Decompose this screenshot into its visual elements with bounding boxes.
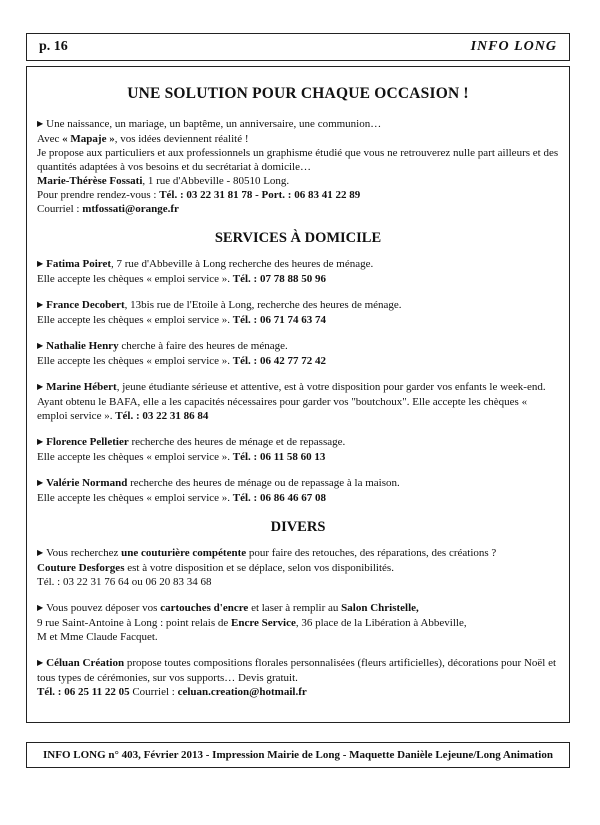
service-item: ▶ France Decobert, 13bis rue de l'Etoile à Long, recherche des heures de ménage. Elle accepte les chèques « emploi service ». Tél. : 06 71 74 63 74 (37, 299, 402, 326)
service-item: ▶ Florence Pelletier recherche des heures de ménage et de repassage. Elle accepte les chèques « emploi service ». Tél. : 06 11 58 60 13 (37, 436, 346, 463)
divers-item-cartouches: ▶ Vous pouvez déposer vos cartouches d'encre et laser à remplir au Salon Christelle, 9 rue Saint-Antoine à Long : point relais de Encre Service, 36 place de la Libération à Abbeville, M et Mme Claude Facquet. (37, 602, 467, 643)
bullet-arrow-icon: ▶ (37, 548, 44, 557)
service-phone: Tél. : 07 78 88 50 96 (232, 273, 326, 285)
service-item: ▶ Fatima Poiret, 7 rue d'Abbeville à Long recherche des heures de ménage. Elle accepte les chèques « emploi service ». Tél. : 07 78 88 50 96 (37, 258, 374, 285)
service-person-name: Nathalie Henry (46, 340, 119, 352)
section-title-divers: DIVERS (270, 519, 326, 535)
divers-item-couture: ▶ Vous recherchez une couturière compétente pour faire des retouches, des réparations, des créations ? Couture Desforges est à votre disposition et se déplace, selon vos disponibilités. Tél. : 03 22 31 76 64 ou 06 20 83 34 68 (37, 546, 559, 589)
page-number: p. 16 (39, 39, 68, 54)
service-phone: Tél. : 06 11 58 60 13 (232, 451, 326, 463)
service-phone: Tél. : 06 42 77 72 42 (232, 355, 326, 367)
bullet-arrow-icon: ▶ (37, 259, 44, 268)
service-person-name: Fatima Poiret (46, 258, 112, 270)
service-phone: Tél. : 06 71 74 63 74 (232, 314, 326, 326)
bullet-arrow-icon: ▶ (37, 382, 44, 391)
bullet-arrow-icon: ▶ (37, 478, 44, 487)
mapaje-ad: ▶ Une naissance, un mariage, un baptême, un anniversaire, une communion… Avec « Mapaje », vos idées deviennent réalité ! Je propose aux particuliers et aux professionnels un graphisme étudié que vous ne retrouverez nulle part ailleurs et des quantités adaptées à vos besoins et du secrétariat à domicile… Marie-Thérèse Fossati, 1 rue d'Abbeville - 80510 Long. Pour prendre rendez-vous : Tél. : 03 22 31 81 78 - Port. : 06 83 41 22 89 Courriel : mtfossati@orange.fr (37, 118, 559, 215)
services-list (37, 257, 559, 505)
service-person-name: Valérie Normand (46, 477, 128, 489)
bullet-arrow-icon: ▶ (37, 437, 44, 446)
service-item: ▶ Nathalie Henry cherche à faire des heures de ménage. Elle accepte les chèques « emploi service ». Tél. : 06 42 77 72 42 (37, 340, 326, 367)
celuan-phone: Tél. : 06 25 11 22 05 (37, 686, 130, 698)
service-item: ▶ Marine Hébert, jeune étudiante sérieuse et attentive, est à votre disposition pour garder vos enfants le week-end. Ayant obtenu le BAFA, elle a les capacités nécessaires pour garder vos "boutchoux". Elle accepte les chèques « emploi service ». Tél. : 03 22 31 86 84 (37, 381, 546, 422)
bullet-arrow-icon: ▶ (37, 341, 44, 350)
bullet-arrow-icon: ▶ (37, 300, 44, 309)
service-person-name: Marine Hébert (46, 381, 117, 393)
couture-phone: Tél. : 03 22 31 76 64 ou 06 20 83 34 68 (37, 576, 212, 588)
service-phone: Tél. : 03 22 31 86 84 (115, 410, 209, 422)
service-item: ▶ Valérie Normand recherche des heures de ménage ou de repassage à la maison. Elle accepte les chèques « emploi service ». Tél. : 06 86 46 67 08 (37, 477, 400, 504)
publication-name: INFO LONG (470, 39, 557, 54)
service-person-name: Florence Pelletier (46, 436, 129, 448)
footer-credits: INFO LONG n° 403, Février 2013 - Impression Mairie de Long - Maquette Danièle Lejeune/Long Animation (43, 749, 553, 761)
brand-mapaje: « Mapaje » (62, 133, 115, 145)
bullet-arrow-icon: ▶ (37, 119, 44, 128)
bullet-arrow-icon: ▶ (37, 603, 44, 612)
main-content (26, 66, 570, 723)
contact-email: mtfossati@orange.fr (82, 203, 179, 215)
service-person-name: France Decobert (46, 299, 125, 311)
celuan-email: celuan.creation@hotmail.fr (177, 686, 307, 698)
section-title-occasion: UNE SOLUTION POUR CHAQUE OCCASION ! (127, 85, 469, 102)
page-footer (26, 742, 570, 768)
contact-phone: Tél. : 03 22 31 81 78 - Port. : 06 83 41 22 89 (159, 189, 361, 201)
section-title-services: SERVICES À DOMICILE (214, 230, 382, 246)
contact-name: Marie-Thérèse Fossati (37, 175, 143, 187)
page-header (26, 33, 570, 61)
divers-item-celuan: ▶ Céluan Création propose toutes compositions florales personnalisées (fleurs artificielles), décorations pour Noël et tous types de cérémonies, sur vos supports… Devis gratuit. Tél. : 06 25 11 22 05 Courriel : celuan.creation@hotmail.fr (37, 657, 557, 698)
service-phone: Tél. : 06 86 46 67 08 (232, 492, 326, 504)
bullet-arrow-icon: ▶ (37, 658, 44, 667)
